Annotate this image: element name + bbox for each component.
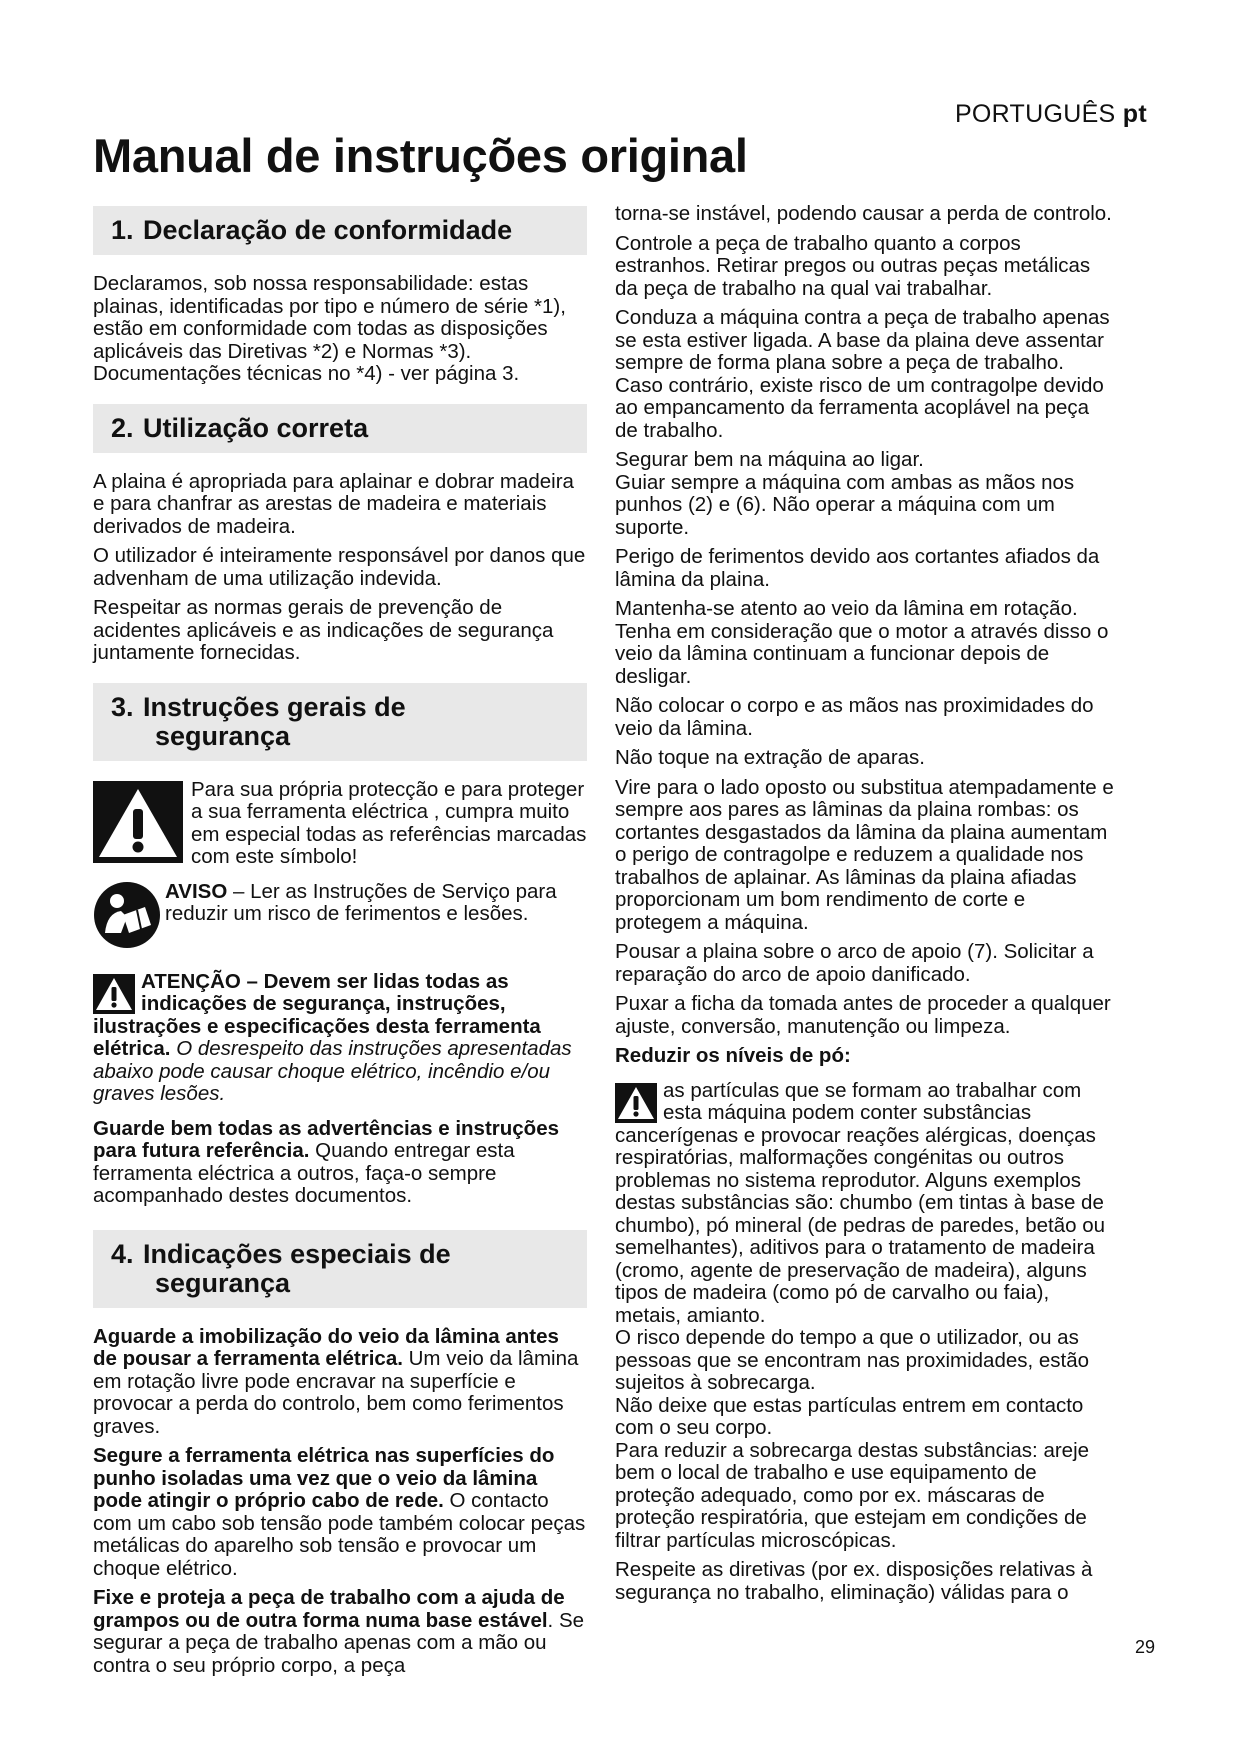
section-4-heading <box>93 1230 587 1308</box>
right-paragraph-7: Não colocar o corpo e as mãos nas proximidades do veio da lâmina. <box>615 694 1094 740</box>
section-4-p1-bold: Aguarde a imobilização do veio da lâmina antes de pousar a ferramenta elétrica. <box>93 1324 559 1370</box>
page-title: Manual de instruções original <box>93 129 748 182</box>
right-paragraph-4a: Segurar bem na máquina ao ligar. <box>615 448 924 471</box>
page-number: 29 <box>1135 1637 1156 1657</box>
section-4-paragraph-1 <box>93 1326 587 1439</box>
section-3-title-line-1: Instruções gerais de <box>143 691 406 722</box>
dust-paragraph-3: Não deixe que estas partículas entrem em contacto com o seu corpo. <box>615 1393 1084 1439</box>
right-paragraph-4b: Guiar sempre a máquina com ambas as mãos nos punhos (2) e (6). Não operar a máquina com um suporte. <box>615 470 1075 539</box>
read-manual-icon <box>93 881 161 949</box>
dust-paragraph-4: Para reduzir a sobrecarga destas substâncias: areje bem o local de trabalho e use equipamento de proteção adequado, como por ex. máscaras de proteção respiratória, que estejam em condições de filtrar partículas microscópicas. <box>615 1438 1090 1552</box>
section-3-heading <box>93 683 587 761</box>
right-paragraph-2: Controle a peça de trabalho quanto a corpos estranhos. Retirar pregos ou outras peças metálicas da peça de trabalho na qual vai trabalhar. <box>615 231 1091 300</box>
guarde-text: Quando entregar esta ferramenta eléctrica a outros, faça-o sempre acompanhado destes documentos. <box>93 1139 515 1207</box>
right-paragraph-6: Mantenha-se atento ao veio da lâmina em rotação. Tenha em consideração que o motor a através disso o veio da lâmina continuam a funcionar depois de desligar. <box>615 597 1109 688</box>
section-1-title: Declaração de conformidade <box>143 215 513 245</box>
section-4-p1-text: Um veio da lâmina em rotação livre pode encravar na superfície e provocar a perda do controlo, bem como ferimentos graves. <box>93 1347 579 1438</box>
section-4-number: 4. <box>111 1238 134 1269</box>
language-label <box>955 100 1147 129</box>
aviso-label: AVISO <box>165 879 228 903</box>
section-4-title-line-1: Indicações especiais de <box>143 1238 451 1269</box>
section-4-p3-bold: Fixe e proteja a peça de trabalho com a ajuda de grampos ou de outra forma numa base estável <box>93 1586 565 1632</box>
warning-triangle-small-icon <box>93 974 135 1014</box>
right-column <box>615 203 1115 1604</box>
warning-triangle-dust-icon <box>615 1083 657 1123</box>
section-2-paragraph-2: O utilizador é inteiramente responsável por danos que advenham de uma utilização indevida. <box>93 544 586 590</box>
language-name: PORTUGUÊS <box>954 100 1116 128</box>
section-4-p2-bold: Segure a ferramenta elétrica nas superfícies do punho isoladas uma vez que o veio da lâmina pode atingir o próprio cabo de rede. <box>93 1444 555 1512</box>
section-2-paragraph-1: A plaina é apropriada para aplainar e dobrar madeira e para chanfrar as arestas de madeira e materiais derivados de madeira. <box>93 469 574 538</box>
guarde-bold: Guarde bem todas as advertências e instruções para futura referência. <box>93 1116 559 1162</box>
atencao-italic: O desrespeito das instruções apresentadas abaixo pode causar choque elétrico, incêndio e/ou graves lesões. <box>93 1037 572 1105</box>
section-4-title-line-2: segurança <box>155 1267 291 1298</box>
section-2-number: 2. <box>111 412 134 443</box>
section-4-p3-text: . Se segurar a peça de trabalho apenas com a mão ou contra o seu próprio corpo, a peça <box>93 1608 585 1677</box>
right-paragraph-8: Não toque na extração de aparas. <box>615 746 925 769</box>
guarde-paragraph <box>93 1118 587 1208</box>
section-2-title: Utilização correta <box>143 412 369 443</box>
dust-paragraph-2: O risco depende do tempo a que o utilizador, ou as pessoas que se encontram nas proximidades, estão sujeitos à sobrecarga. <box>615 1326 1090 1394</box>
safety-symbol-block <box>93 779 587 869</box>
right-paragraph-3: Conduza a máquina contra a peça de trabalho apenas se esta estiver ligada. A base da plaina deve assentar sempre de forma plana sobre a peça de trabalho. Caso contrário, existe risco de um contragolpe devido ao empancamento da ferramenta acoplável na peça de trabalho. <box>615 306 1110 442</box>
section-3-title-line-2: segurança <box>155 720 291 751</box>
safety-symbol-text: Para sua própria protecção e para proteger a sua ferramenta eléctrica , cumpra muito em especial todas as referências marcadas com este símbolo! <box>191 777 587 868</box>
left-column <box>93 206 587 1677</box>
language-code: pt <box>1122 100 1147 128</box>
section-4-p2-text: O contacto com um cabo sob tensão pode também colocar peças metálicas do aparelho sob tensão e provocar um choque elétrico. <box>93 1489 586 1580</box>
right-paragraph-11: Puxar a ficha da tomada antes de proceder a qualquer ajuste, conversão, manutenção ou limpeza. <box>615 992 1111 1038</box>
aviso-body: – Ler as Instruções de Serviço para reduzir um risco de ferimentos e lesões. <box>165 879 557 925</box>
atencao-paragraph <box>93 971 587 1106</box>
aviso-text <box>165 881 587 949</box>
dust-paragraph-1 <box>615 1080 1115 1328</box>
warning-triangle-icon <box>93 781 183 863</box>
right-paragraph-1: torna-se instável, podendo causar a perda de controlo. <box>615 202 1112 225</box>
section-2-heading <box>93 404 587 453</box>
atencao-bold: ATENÇÃO – Devem ser lidas todas as indicações de segurança, instruções, ilustrações e especificações desta ferramenta elétrica. <box>93 969 541 1060</box>
dust-heading: Reduzir os níveis de pó: <box>615 1044 851 1067</box>
section-3-number: 3. <box>111 691 134 722</box>
section-2-paragraph-3: Respeitar as normas gerais de prevenção de acidentes aplicáveis e as indicações de segurança juntamente fornecidas. <box>93 596 554 664</box>
right-paragraph-9: Vire para o lado oposto ou substitua atempadamente e sempre aos pares as lâminas da plaina rombas: os cortantes desgastados da lâmina da plaina aumentam o perigo de contragolpe e reduzem a qualidade nos trabalhos de aplainar. As lâminas da plaina afiadas proporcionam um bom rendimento de corte e protegem a máquina. <box>615 775 1114 934</box>
right-paragraph-10: Pousar a plaina sobre o arco de apoio (7). Solicitar a reparação do arco de apoio danificado. <box>615 940 1094 986</box>
section-4-paragraph-2 <box>93 1445 587 1580</box>
dust-paragraph-5: Respeite as diretivas (por ex. disposições relativas à segurança no trabalho, eliminação) válidas para o <box>615 1558 1093 1604</box>
section-4-paragraph-3 <box>93 1587 587 1677</box>
dust-p1-text: as partículas que se formam ao trabalhar com esta máquina podem conter substâncias cancerígenas e provocar reações alérgicas, doenças respiratórias, malformações congénitas ou outros problemas no sistema reprodutor. Alguns exemplos destas substâncias são: chumbo (em tintas à base de chumbo), pó mineral (de pedras de paredes, betão ou semelhantes), aditivos para o tratamento de madeira (cromo, agente de preservação de madeira), alguns tipos de madeira (como pó de carvalho ou faia), metais, amianto. <box>615 1078 1106 1327</box>
right-paragraph-5: Perigo de ferimentos devido aos cortantes afiados da lâmina da plaina. <box>615 545 1100 591</box>
section-1-paragraph: Declaramos, sob nossa responsabilidade: estas plainas, identificadas por tipo e número de série *1), estão em conformidade com todas as disposições aplicáveis das Diretivas *2) e Normas *3). Documentações técnicas no *4) - ver página 3. <box>93 272 566 385</box>
section-1-number: 1. <box>111 215 134 245</box>
section-1-heading <box>93 206 587 255</box>
aviso-block <box>93 881 587 949</box>
